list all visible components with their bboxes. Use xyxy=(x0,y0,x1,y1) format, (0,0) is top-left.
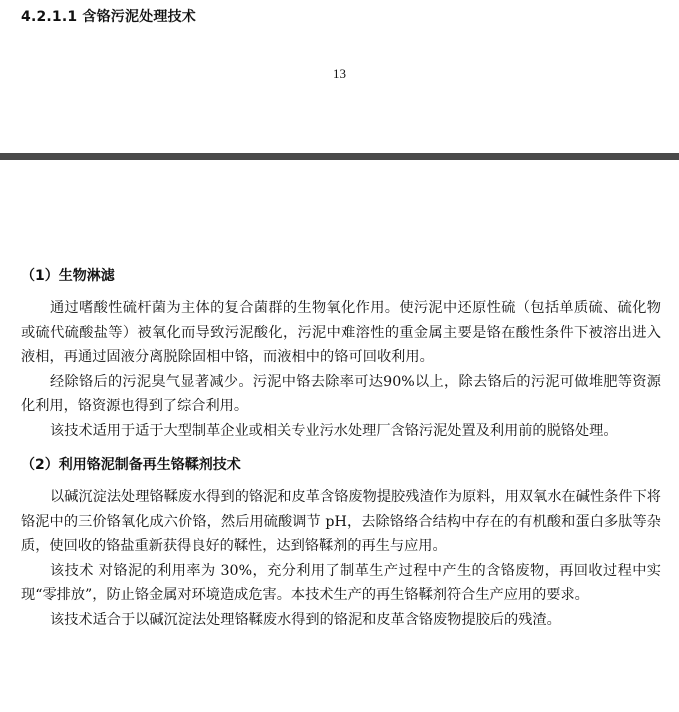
paragraph: 以碱沉淀法处理铬鞣废水得到的铬泥和皮革含铬废物提胶残渣作为原料，用双氧水在碱性条件下将铬泥中的三价铬氧化成六价铬，然后用硫酸调节 pH，去除铬络合结构中存在的有机酸和蛋白多肽等杂质，使回收的铬盐重新获得良好的鞣性，达到铬鞣剂的再生与应用。 xyxy=(21,489,661,554)
page-break-divider xyxy=(0,153,679,160)
paragraph: 通过嗜酸性硫杆菌为主体的复合菌群的生物氧化作用。使污泥中还原性硫（包括单质硫、硫化物或硫代硫酸盐等）被氧化而导致污泥酸化，污泥中难溶性的重金属主要是铬在酸性条件下被溶出进入液相，再通过固液分离脱除固相中铬，而液相中的铬可回收利用。 xyxy=(21,300,661,365)
section-title: 4.2.1.1 含铬污泥处理技术 xyxy=(21,9,196,25)
paragraph: 该技术 对铬泥的利用率为 30%，充分利用了制革生产过程中产生的含铬废物，再回收过程中实现“零排放”，防止铬金属对环境造成危害。本技术生产的再生铬鞣剂符合生产应用的要求。 xyxy=(21,562,661,603)
paragraph: 经除铬后的污泥臭气显著减少。污泥中铬去除率可达90%以上，除去铬后的污泥可做堆肥等资源化利用，铬资源也得到了综合利用。 xyxy=(21,373,661,414)
page-number: 13 xyxy=(333,66,346,81)
paragraph: 该技术适用于适于大型制革企业或相关专业污水处理厂含铬污泥处置及利用前的脱铬处理。 xyxy=(50,422,618,439)
document-body xyxy=(21,266,661,632)
paragraph: 该技术适合于以碱沉淀法处理铬鞣废水得到的铬泥和皮革含铬废物提胶后的残渣。 xyxy=(50,611,561,628)
subheading-chrome-tanning-agent: （2）利用铬泥制备再生铬鞣剂技术 xyxy=(21,457,241,473)
subheading-bioleaching: （1）生物淋滤 xyxy=(21,268,115,284)
